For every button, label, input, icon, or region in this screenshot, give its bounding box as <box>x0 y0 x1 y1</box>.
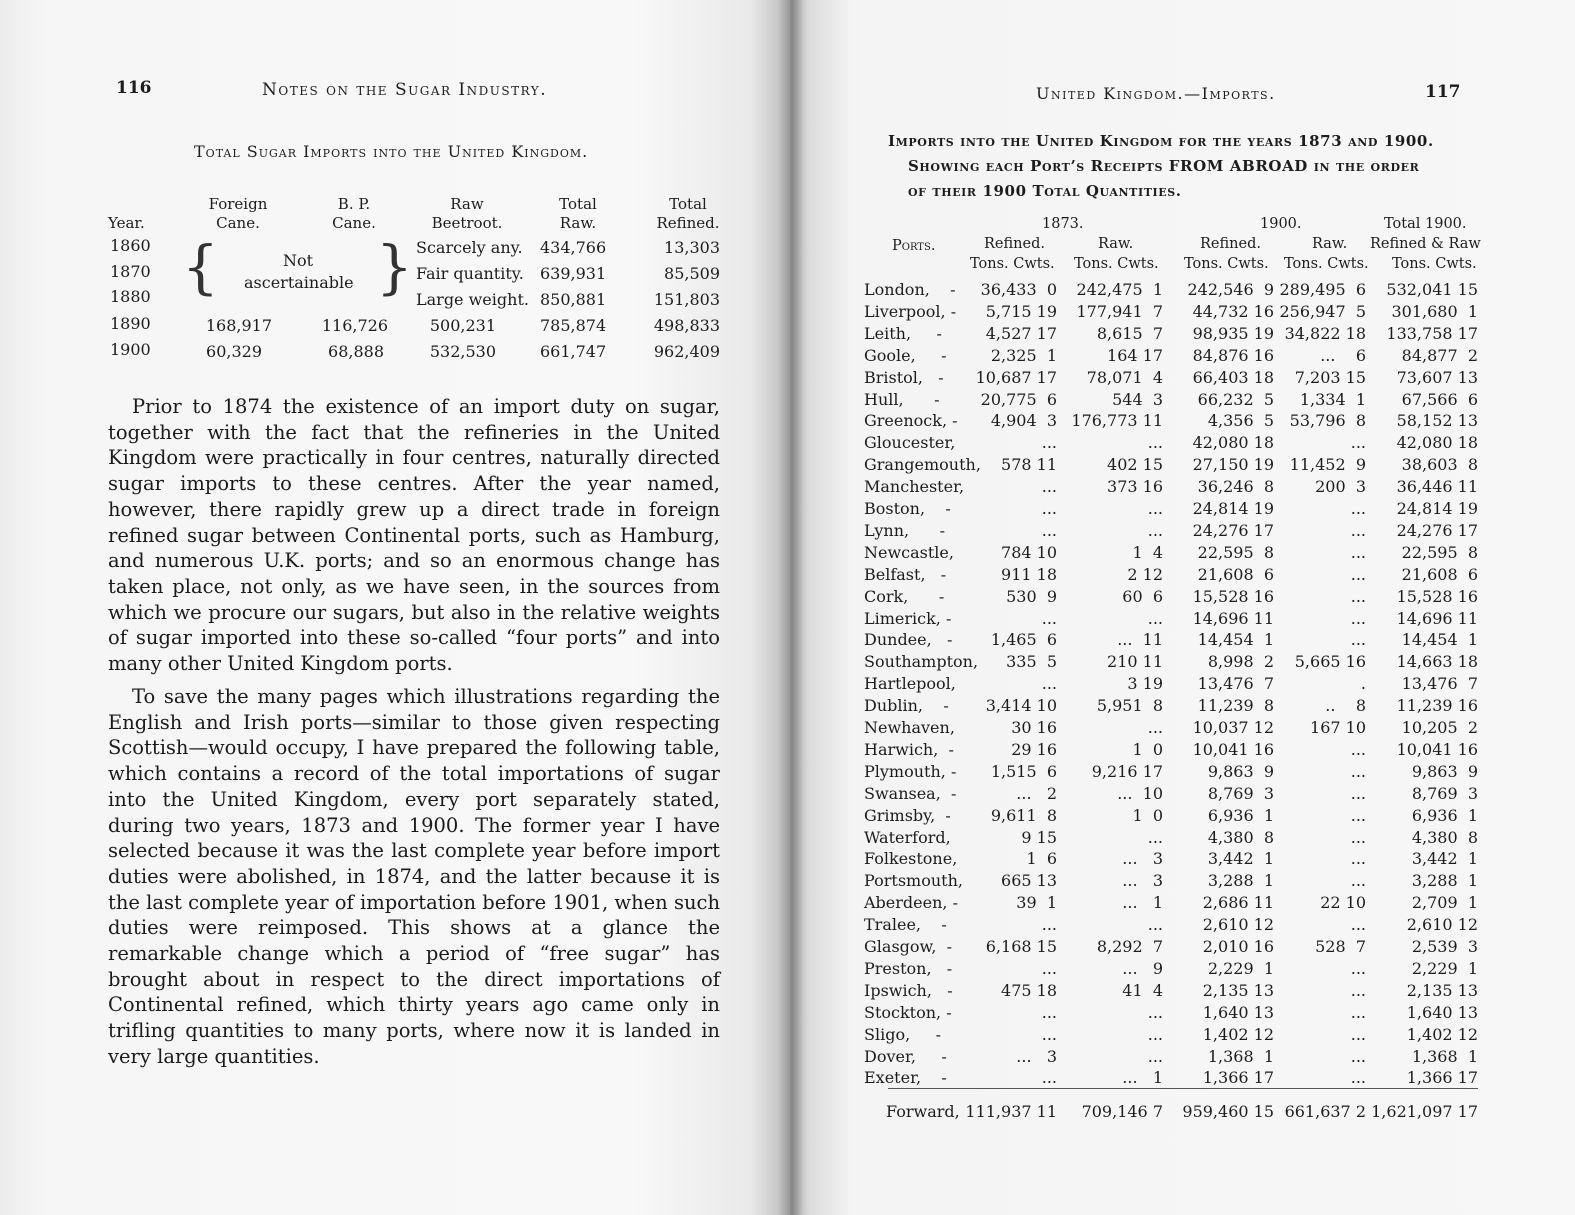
refined-1873: 578 11 <box>1001 455 1057 475</box>
port-row <box>808 477 1575 499</box>
refined-1873: ... <box>1041 499 1057 518</box>
port-name: Goole, - <box>864 345 947 365</box>
paragraph-2: To save the many pages which illustrations regarding the English and Irish ports—similar to those given respecting Scottish—would occupy, I have prepared the following table, which contains a record of the total importations of sugar into the United Kingdom, every port separately stated, during two years, 1873 and 1900. The former year I have selected because it was the last complete year before import duties were abolished, in 1874, and the latter because it is the last complete year of importation before 1901, when such duties were reimposed. This shows at a glance the remarkable change which a period of “free sugar” has brought about in respect to the direct importations of Continental refined, which thirty years ago came only in trifling quantities to many ports, where now it is landed in very large quantities. <box>108 685 720 1068</box>
raw-1900: 256,947 5 <box>1279 301 1366 321</box>
refined-1873: 9 15 <box>1021 827 1057 847</box>
hdr-total-1900: Total 1900. <box>1384 216 1467 232</box>
total-1900: 42,080 18 <box>1396 433 1478 453</box>
raw-1873: 1 4 <box>1132 542 1163 562</box>
refined-1900: 11,239 8 <box>1197 696 1274 716</box>
total-1900: 133,758 17 <box>1386 323 1478 343</box>
raw-1900: ... 6 <box>1320 345 1366 365</box>
refined-1873: 1 6 <box>1026 849 1057 869</box>
raw-1873: 60 6 <box>1122 586 1163 606</box>
port-row <box>808 543 1575 565</box>
port-name: Newcastle, <box>864 542 954 562</box>
raw-1873: 1 0 <box>1132 739 1163 759</box>
refined-1873: ... <box>1041 915 1057 935</box>
port-name: London, - <box>864 280 956 299</box>
refined-1873: 335 5 <box>1006 652 1057 672</box>
raw-1873: ... <box>1147 499 1163 518</box>
refined-1873: 29 16 <box>1011 739 1057 759</box>
port-name: Gloucester, <box>864 433 956 453</box>
port-name: Hull, - <box>864 389 940 409</box>
raw-1873: 373 16 <box>1107 477 1163 497</box>
right-page-number: 117 <box>1425 82 1461 102</box>
refined-1900: 3,442 1 <box>1207 849 1274 869</box>
port-row <box>808 849 1575 871</box>
port-row <box>808 740 1575 762</box>
raw-1873: 41 4 <box>1122 980 1163 1000</box>
total-1900: 36,446 11 <box>1396 477 1478 497</box>
port-row <box>808 455 1575 477</box>
hdr-raw-beetroot: Raw Beetroot. <box>431 195 503 232</box>
total-1900: 532,041 15 <box>1386 280 1478 299</box>
raw-1873: ... <box>1147 1046 1163 1066</box>
total-1900: 22,595 8 <box>1401 542 1478 562</box>
refined-1900: 66,403 18 <box>1192 367 1274 387</box>
refined-1900: 24,814 19 <box>1192 499 1274 518</box>
raw-1873: ... <box>1147 1024 1163 1044</box>
port-name: Preston, - <box>864 958 953 978</box>
port-name: Portsmouth, <box>864 871 963 891</box>
right-title-line-3: of their 1900 Total Quantities. <box>908 182 1182 200</box>
raw-1873: 2 12 <box>1127 564 1163 584</box>
refined-1900: 44,732 16 <box>1192 301 1274 321</box>
raw-1873: ... <box>1147 433 1163 453</box>
port-row <box>808 806 1575 828</box>
port-name: Grangemouth, <box>864 455 981 475</box>
total-1900: 1,402 12 <box>1406 1024 1478 1044</box>
refined-1900: 84,876 16 <box>1192 345 1274 365</box>
raw-1873: ... 3 <box>1122 849 1163 869</box>
raw-1873: ... 1 <box>1122 1068 1163 1088</box>
hdr-foreign-cane: Foreign Cane. <box>208 195 268 232</box>
refined-1900: 2,135 13 <box>1202 980 1274 1000</box>
refined-1873: 36,433 0 <box>980 280 1057 299</box>
hdr-total-raw: Total Raw. <box>559 195 597 232</box>
total-rule <box>888 1088 1478 1089</box>
hdr-year: Year. <box>108 214 145 232</box>
refined-1900: 1,368 1 <box>1207 1046 1274 1066</box>
refined-1873: ... 3 <box>1016 1046 1057 1066</box>
refined-1873: 530 9 <box>1006 586 1057 606</box>
refined-1873: ... <box>1041 608 1057 628</box>
port-name: Leith, - <box>864 323 942 343</box>
port-name: Aberdeen, - <box>864 893 958 913</box>
refined-1900: 66,232 5 <box>1197 389 1274 409</box>
refined-1873: 4,904 3 <box>990 411 1057 431</box>
port-row <box>808 433 1575 455</box>
raw-1900: ... <box>1350 958 1366 978</box>
port-row <box>808 368 1575 390</box>
port-row <box>808 762 1575 784</box>
total-1900: 14,454 1 <box>1401 630 1478 650</box>
total-1900: 10,205 2 <box>1401 718 1478 737</box>
port-row <box>808 828 1575 850</box>
total-1900: 2,610 12 <box>1406 915 1478 935</box>
port-row <box>808 390 1575 412</box>
left-brace: { <box>182 233 219 301</box>
total-1900: 14,696 11 <box>1396 608 1478 628</box>
port-name: Newhaven, <box>864 718 955 737</box>
port-row <box>808 346 1575 368</box>
raw-1900: 11,452 9 <box>1289 455 1366 475</box>
total-1900: 13,476 7 <box>1401 674 1478 694</box>
port-name: Exeter, - <box>864 1068 947 1088</box>
refined-1900: 2,686 11 <box>1202 893 1274 913</box>
total-1900: 8,769 3 <box>1411 783 1478 803</box>
total-1900: 24,276 17 <box>1396 520 1478 540</box>
refined-1900: 24,276 17 <box>1192 520 1274 540</box>
raw-1900: ... <box>1350 630 1366 650</box>
raw-1900: 34,822 18 <box>1284 323 1366 343</box>
right-title-line-1: Imports into the United Kingdom for the years 1873 and 1900. <box>888 132 1434 150</box>
refined-1900: 27,150 19 <box>1192 455 1274 475</box>
refined-1900: 9,863 9 <box>1207 761 1274 781</box>
port-name: Manchester, <box>864 477 965 497</box>
not-ascertainable: Not ascertainable <box>244 251 354 292</box>
raw-1873: ... <box>1147 827 1163 847</box>
raw-1900: ... <box>1350 1002 1366 1022</box>
port-row <box>808 1047 1575 1069</box>
port-row <box>808 696 1575 718</box>
port-name: Southampton, <box>864 652 979 672</box>
left-page-number: 116 <box>116 78 152 98</box>
raw-1873: ... 11 <box>1117 630 1163 650</box>
book-gutter <box>778 0 804 1215</box>
raw-1873: ... <box>1147 915 1163 935</box>
refined-1900: 1,366 17 <box>1202 1068 1274 1088</box>
raw-1873: ... <box>1147 520 1163 540</box>
raw-1873: 544 3 <box>1112 389 1163 409</box>
hdr-1873: 1873. <box>1042 216 1084 232</box>
ports-table <box>808 0 1575 1215</box>
refined-1900: 10,037 12 <box>1192 718 1274 737</box>
total-1900: 2,539 3 <box>1411 937 1478 956</box>
port-name: Harwich, - <box>864 739 954 759</box>
refined-1900: 4,380 8 <box>1207 827 1274 847</box>
refined-1900: 42,080 18 <box>1192 433 1274 453</box>
refined-1873: 784 10 <box>1001 542 1057 562</box>
raw-1873: 3 19 <box>1127 674 1163 694</box>
port-row <box>808 652 1575 674</box>
raw-1900: 289,495 6 <box>1279 280 1366 299</box>
port-row <box>808 718 1575 740</box>
refined-1900: 242,546 9 <box>1187 280 1274 299</box>
total-1900: 6,936 1 <box>1411 805 1478 825</box>
raw-1900: ... <box>1350 1046 1366 1066</box>
port-row <box>808 959 1575 981</box>
total-1900: 38,603 8 <box>1401 455 1478 475</box>
raw-1873: 176,773 11 <box>1071 411 1163 431</box>
hdr-refined-1900: Refined. <box>1200 236 1261 252</box>
total-1900: 2,135 13 <box>1406 980 1478 1000</box>
refined-1873: 20,775 6 <box>980 389 1057 409</box>
raw-1900: .. 8 <box>1325 696 1366 716</box>
port-row <box>808 1025 1575 1047</box>
raw-1873: 8,292 7 <box>1096 937 1163 956</box>
raw-1873: 1 0 <box>1132 805 1163 825</box>
port-name: Waterford, <box>864 827 951 847</box>
raw-1900: ... <box>1350 433 1366 453</box>
paragraph-1: Prior to 1874 the existence of an import duty on sugar, together with the fact that the refineries in the United Kingdom were practically in four centres, naturally directed sugar imports to these centres. After the year named, however, there rapidly grew up a direct trade in foreign refined sugar between Continental ports, such as Hamburg, and numerous U.K. ports; and so an enormous change has taken place, not only, as we have seen, in the sources from which we procure our sugars, but also in the relative weights of sugar imported into these so-called “four ports” and into many other United Kingdom ports. <box>108 395 720 676</box>
port-name: Greenock, - <box>864 411 958 431</box>
total-1900: 1,640 13 <box>1406 1002 1478 1022</box>
raw-1900: 5,665 16 <box>1294 652 1366 672</box>
raw-1873: ... 3 <box>1122 871 1163 891</box>
port-row <box>808 893 1575 915</box>
total-1900: 3,442 1 <box>1411 849 1478 869</box>
refined-1873: 30 16 <box>1011 718 1057 737</box>
port-name: Boston, - <box>864 499 951 518</box>
refined-1900: 2,010 16 <box>1202 937 1274 956</box>
port-row <box>808 609 1575 631</box>
total-1900: 84,877 2 <box>1401 345 1478 365</box>
port-name: Dublin, - <box>864 696 949 716</box>
port-name: Hartlepool, <box>864 674 956 694</box>
hdr-refined-1873: Refined. <box>984 236 1045 252</box>
refined-1873: ... <box>1041 958 1057 978</box>
refined-1873: ... <box>1041 520 1057 540</box>
left-running-head: Notes on the Sugar Industry. <box>262 80 548 100</box>
raw-1900: 528 7 <box>1315 937 1366 956</box>
port-name: Grimsby, - <box>864 805 951 825</box>
refined-1900: 13,476 7 <box>1197 674 1274 694</box>
forward-row: Forward, 111,937 11 709,146 7 959,460 15 661,637 2 1,621,097 17 <box>886 1102 1478 1121</box>
refined-1873: 1,515 6 <box>990 761 1057 781</box>
refined-1873: ... 2 <box>1016 783 1057 803</box>
port-row <box>808 784 1575 806</box>
total-1900: 301,680 1 <box>1391 301 1478 321</box>
raw-1900: 1,334 1 <box>1299 389 1366 409</box>
refined-1900: 6,936 1 <box>1207 805 1274 825</box>
total-1900: 4,380 8 <box>1411 827 1478 847</box>
port-name: Lynn, - <box>864 520 945 540</box>
total-1900: 3,288 1 <box>1411 871 1478 891</box>
total-1900: 14,663 18 <box>1396 652 1478 672</box>
total-1900: 1,366 17 <box>1406 1068 1478 1088</box>
total-1900: 15,528 16 <box>1396 586 1478 606</box>
hdr-units: Tons. Cwts. <box>1074 256 1159 272</box>
refined-1873: 475 18 <box>1001 980 1057 1000</box>
port-name: Dover, - <box>864 1046 947 1066</box>
port-name: Limerick, - <box>864 608 952 628</box>
raw-1873: ... <box>1147 718 1163 737</box>
right-running-head: United Kingdom.—Imports. <box>1036 84 1276 103</box>
refined-1873: 39 1 <box>1016 893 1057 913</box>
raw-1873: ... 10 <box>1117 783 1163 803</box>
port-name: Cork, - <box>864 586 945 606</box>
port-name: Belfast, - <box>864 564 947 584</box>
right-title-line-2: Showing each Port’s Receipts FROM ABROAD in the order <box>908 157 1420 175</box>
refined-1873: ... <box>1041 433 1057 453</box>
refined-1900: 2,229 1 <box>1207 958 1274 978</box>
hdr-raw-1873: Raw. <box>1098 236 1134 252</box>
refined-1900: 22,595 8 <box>1197 542 1274 562</box>
hdr-raw-1900: Raw. <box>1312 236 1348 252</box>
refined-1900: 8,998 2 <box>1207 652 1274 672</box>
refined-1873: 6,168 15 <box>985 937 1057 956</box>
port-row <box>808 587 1575 609</box>
port-row <box>808 981 1575 1003</box>
raw-1900: ... <box>1350 564 1366 584</box>
hdr-bp-cane: B. P. Cane. <box>332 195 376 232</box>
refined-1873: 5,715 19 <box>985 301 1057 321</box>
raw-1873: 242,475 1 <box>1076 280 1163 299</box>
raw-1900: ... <box>1350 761 1366 781</box>
refined-1900: 21,608 6 <box>1197 564 1274 584</box>
refined-1873: 2,325 1 <box>990 345 1057 365</box>
raw-1900: ... <box>1350 849 1366 869</box>
hdr-units: Tons. Cwts. <box>1284 256 1369 272</box>
total-1900: 73,607 13 <box>1396 367 1478 387</box>
port-name: Plymouth, - <box>864 761 957 781</box>
total-1900: 10,041 16 <box>1396 739 1478 759</box>
left-table-title: Total Sugar Imports into the United Kingdom. <box>194 142 589 161</box>
refined-1873: ... <box>1041 1024 1057 1044</box>
total-1900: 24,814 19 <box>1396 499 1478 518</box>
refined-1900: 1,640 13 <box>1202 1002 1274 1022</box>
total-1900: 1,368 1 <box>1411 1046 1478 1066</box>
port-name: Tralee, - <box>864 915 947 935</box>
raw-1873: ... 1 <box>1122 893 1163 913</box>
right-brace: } <box>376 233 413 301</box>
refined-1873: ... <box>1041 1002 1057 1022</box>
total-1900: 9,863 9 <box>1411 761 1478 781</box>
refined-1873: 10,687 17 <box>975 367 1057 387</box>
port-row <box>808 565 1575 587</box>
raw-1873: 5,951 8 <box>1096 696 1163 716</box>
raw-1900: 167 10 <box>1310 718 1366 737</box>
port-name: Bristol, - <box>864 367 944 387</box>
raw-1900: ... <box>1350 499 1366 518</box>
hdr-ports: Ports. <box>892 238 936 254</box>
raw-1900: 53,796 8 <box>1289 411 1366 431</box>
refined-1900: 4,356 5 <box>1207 411 1274 431</box>
refined-1900: 1,402 12 <box>1202 1024 1274 1044</box>
raw-1873: ... <box>1147 1002 1163 1022</box>
port-row <box>808 871 1575 893</box>
raw-1900: ... <box>1350 608 1366 628</box>
port-row <box>808 411 1575 433</box>
refined-1873: 1,465 6 <box>990 630 1057 650</box>
port-name: Swansea, - <box>864 783 957 803</box>
refined-1873: 3,414 10 <box>985 696 1057 716</box>
refined-1900: 2,610 12 <box>1202 915 1274 935</box>
port-row <box>808 521 1575 543</box>
port-row <box>808 499 1575 521</box>
raw-1873: 402 15 <box>1107 455 1163 475</box>
raw-1900: ... <box>1350 586 1366 606</box>
hdr-1900: 1900. <box>1260 216 1302 232</box>
hdr-units: Tons. Cwts. <box>970 256 1055 272</box>
raw-1900: ... <box>1350 1024 1366 1044</box>
total-1900: 21,608 6 <box>1401 564 1478 584</box>
port-row <box>808 324 1575 346</box>
raw-1900: ... <box>1350 805 1366 825</box>
raw-1900: ... <box>1350 871 1366 891</box>
hdr-units: Tons. Cwts. <box>1184 256 1269 272</box>
port-row <box>808 674 1575 696</box>
raw-1900: ... <box>1350 520 1366 540</box>
port-row <box>808 302 1575 324</box>
refined-1873: 4,527 17 <box>985 323 1057 343</box>
raw-1900: 200 3 <box>1315 477 1366 497</box>
port-row <box>808 915 1575 937</box>
port-row <box>808 630 1575 652</box>
total-1900: 58,152 13 <box>1396 411 1478 431</box>
port-name: Sligo, - <box>864 1024 941 1044</box>
raw-1873: ... 9 <box>1122 958 1163 978</box>
refined-1900: 10,041 16 <box>1192 739 1274 759</box>
refined-1873: ... <box>1041 477 1057 497</box>
port-name: Ipswich, - <box>864 980 953 1000</box>
refined-1873: 665 13 <box>1001 871 1057 891</box>
refined-1873: ... <box>1041 1068 1057 1088</box>
total-1900: 67,566 6 <box>1401 389 1478 409</box>
raw-1900: ... <box>1350 739 1366 759</box>
raw-1900: 7,203 15 <box>1294 367 1366 387</box>
raw-1873: 8,615 7 <box>1096 323 1163 343</box>
refined-1873: ... <box>1041 674 1057 694</box>
hdr-units: Tons. Cwts. <box>1392 256 1477 272</box>
raw-1873: 177,941 7 <box>1076 301 1163 321</box>
raw-1900: ... <box>1350 827 1366 847</box>
port-name: Glasgow, - <box>864 937 952 956</box>
refined-1900: 14,454 1 <box>1197 630 1274 650</box>
refined-1900: 8,769 3 <box>1207 783 1274 803</box>
port-row <box>808 1003 1575 1025</box>
raw-1873: 210 11 <box>1107 652 1163 672</box>
raw-1900: ... <box>1350 980 1366 1000</box>
refined-1900: 14,696 11 <box>1192 608 1274 628</box>
total-1900: 2,709 1 <box>1411 893 1478 913</box>
refined-1900: 15,528 16 <box>1192 586 1274 606</box>
port-name: Folkestone, <box>864 849 958 869</box>
port-row <box>808 280 1575 302</box>
hdr-refined-raw: Refined & Raw <box>1370 236 1481 252</box>
port-name: Dundee, - <box>864 630 953 650</box>
total-1900: 11,239 16 <box>1396 696 1478 716</box>
refined-1873: 9,611 8 <box>990 805 1057 825</box>
raw-1873: ... <box>1147 608 1163 628</box>
refined-1873: 911 18 <box>1001 564 1057 584</box>
raw-1873: 164 17 <box>1107 345 1163 365</box>
raw-1900: 22 10 <box>1320 893 1366 913</box>
refined-1900: 36,246 8 <box>1197 477 1274 497</box>
raw-1900: ... <box>1350 542 1366 562</box>
raw-1900: ... <box>1350 783 1366 803</box>
refined-1900: 3,288 1 <box>1207 871 1274 891</box>
port-name: Liverpool, - <box>864 301 957 321</box>
hdr-total-refined: Total Refined. <box>656 195 720 232</box>
total-1900: 2,229 1 <box>1411 958 1478 978</box>
port-name: Stockton, - <box>864 1002 952 1022</box>
raw-1900: . <box>1360 674 1366 694</box>
port-row <box>808 937 1575 959</box>
raw-1873: 78,071 4 <box>1086 367 1163 387</box>
raw-1900: ... <box>1350 915 1366 935</box>
raw-1900: ... <box>1350 1068 1366 1088</box>
raw-1873: 9,216 17 <box>1091 761 1163 781</box>
refined-1900: 98,935 19 <box>1192 323 1274 343</box>
